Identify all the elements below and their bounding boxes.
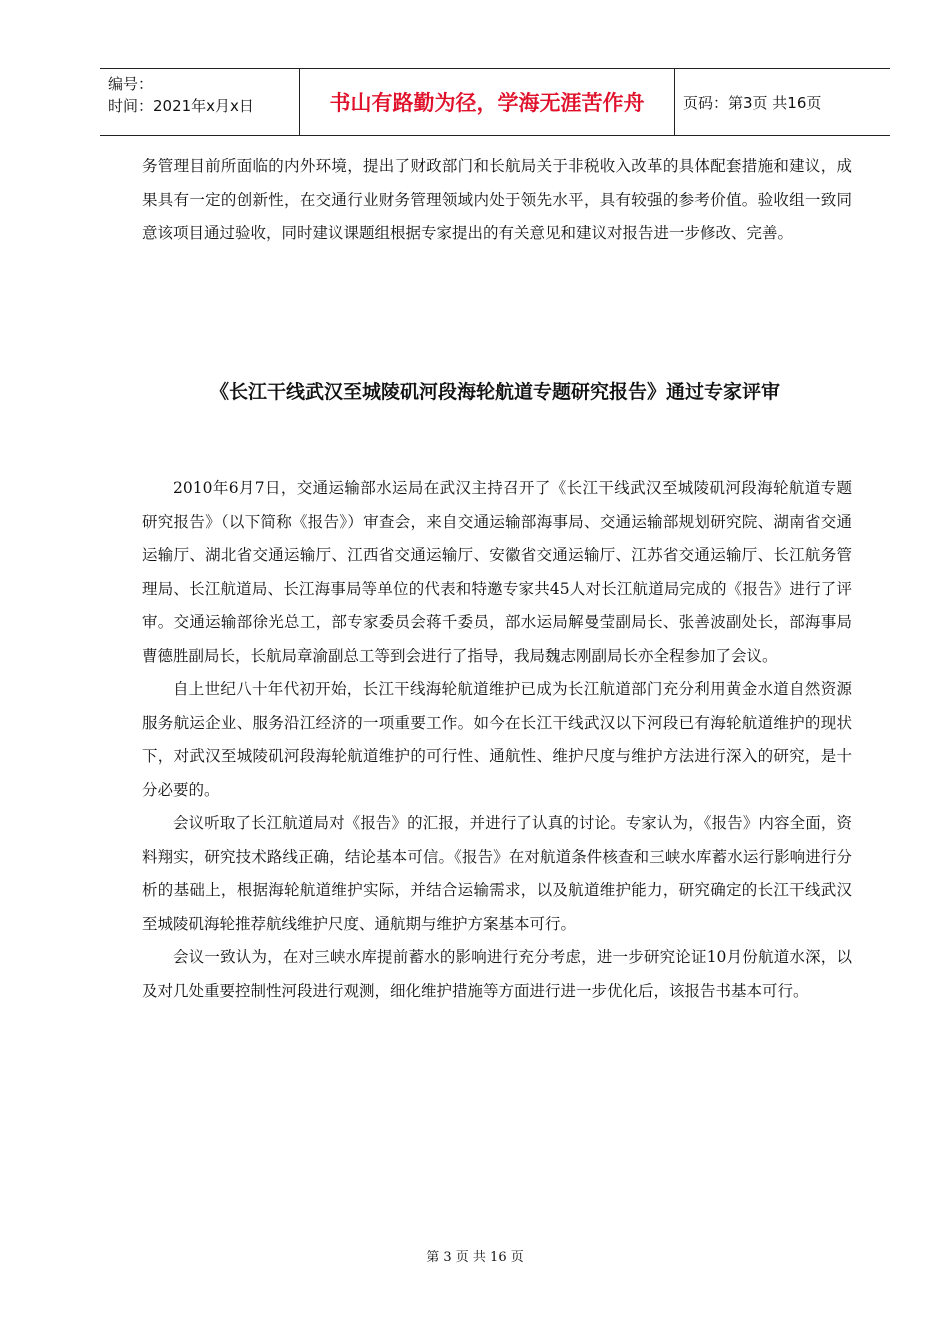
header-page-info: 页码：第3页 共16页	[683, 93, 822, 112]
page-footer: 第 3 页 共 16 页	[426, 1250, 524, 1265]
article-body	[142, 472, 852, 1008]
document-header	[100, 68, 890, 136]
article-paragraph: 2010年6月7日，交通运输部水运局在武汉主持召开了《长江干线武汉至城陵矶河段海轮航道专题研究报告》（以下简称《报告》）审查会，来自交通运输部海事局、交通运输部规划研究院、湖南省交通运输厅、湖北省交通运输厅、江西省交通运输厅、安徽省交通运输厅、江苏省交通运输厅、长江航务管理局、长江航道局、长江海事局等单位的代表和特邀专家共45人对长江航道局完成的《报告》进行了评审。交通运输部徐光总工，部专家委员会蒋千委员，部水运局解曼莹副局长、张善波副处长，部海事局曹德胜副局长，长航局章渝副总工等到会进行了指导，我局魏志刚副局长亦全程参加了会议。	[142, 479, 852, 665]
time-label: 时间：2021年x月x日	[108, 97, 254, 115]
header-motto: 书山有路勤为径，学海无涯苦作舟	[300, 69, 675, 135]
article-paragraph: 会议一致认为，在对三峡水库提前蓄水的影响进行充分考虑，进一步研究论证10月份航道水深，以及对几处重要控制性河段进行观测，细化维护措施等方面进行进一步优化后，该报告书基本可行。	[142, 948, 852, 1000]
article-title: 《长江干线武汉至城陵矶河段海轮航道专题研究报告》通过专家评审	[209, 381, 780, 403]
intro-paragraph: 务管理目前所面临的内外环境，提出了财政部门和长航局关于非税收入改革的具体配套措施和建议，成果具有一定的创新性，在交通行业财务管理领域内处于领先水平，具有较强的参考价值。验收组一致同意该项目通过验收，同时建议课题组根据专家提出的有关意见和建议对报告进一步修改、完善。	[142, 157, 852, 242]
article-paragraph: 会议听取了长江航道局对《报告》的汇报，并进行了认真的讨论。专家认为，《报告》内容全面，资料翔实，研究技术路线正确，结论基本可信。《报告》在对航道条件核查和三峡水库蓄水运行影响进行分析的基础上，根据海轮航道维护实际，并结合运输需求，以及航道维护能力，研究确定的长江干线武汉至城陵矶海轮推荐航线维护尺度、通航期与维护方案基本可行。	[142, 814, 852, 933]
article-paragraph: 自上世纪八十年代初开始，长江干线海轮航道维护已成为长江航道部门充分利用黄金水道自然资源服务航运企业、服务沿江经济的一项重要工作。如今在长江干线武汉以下河段已有海轮航道维护的现状下，对武汉至城陵矶河段海轮航道维护的可行性、通航性、维护尺度与维护方法进行深入的研究，是十分必要的。	[142, 680, 852, 799]
number-label: 编号：	[108, 75, 154, 93]
intro-section	[142, 150, 852, 251]
header-meta	[100, 69, 300, 135]
